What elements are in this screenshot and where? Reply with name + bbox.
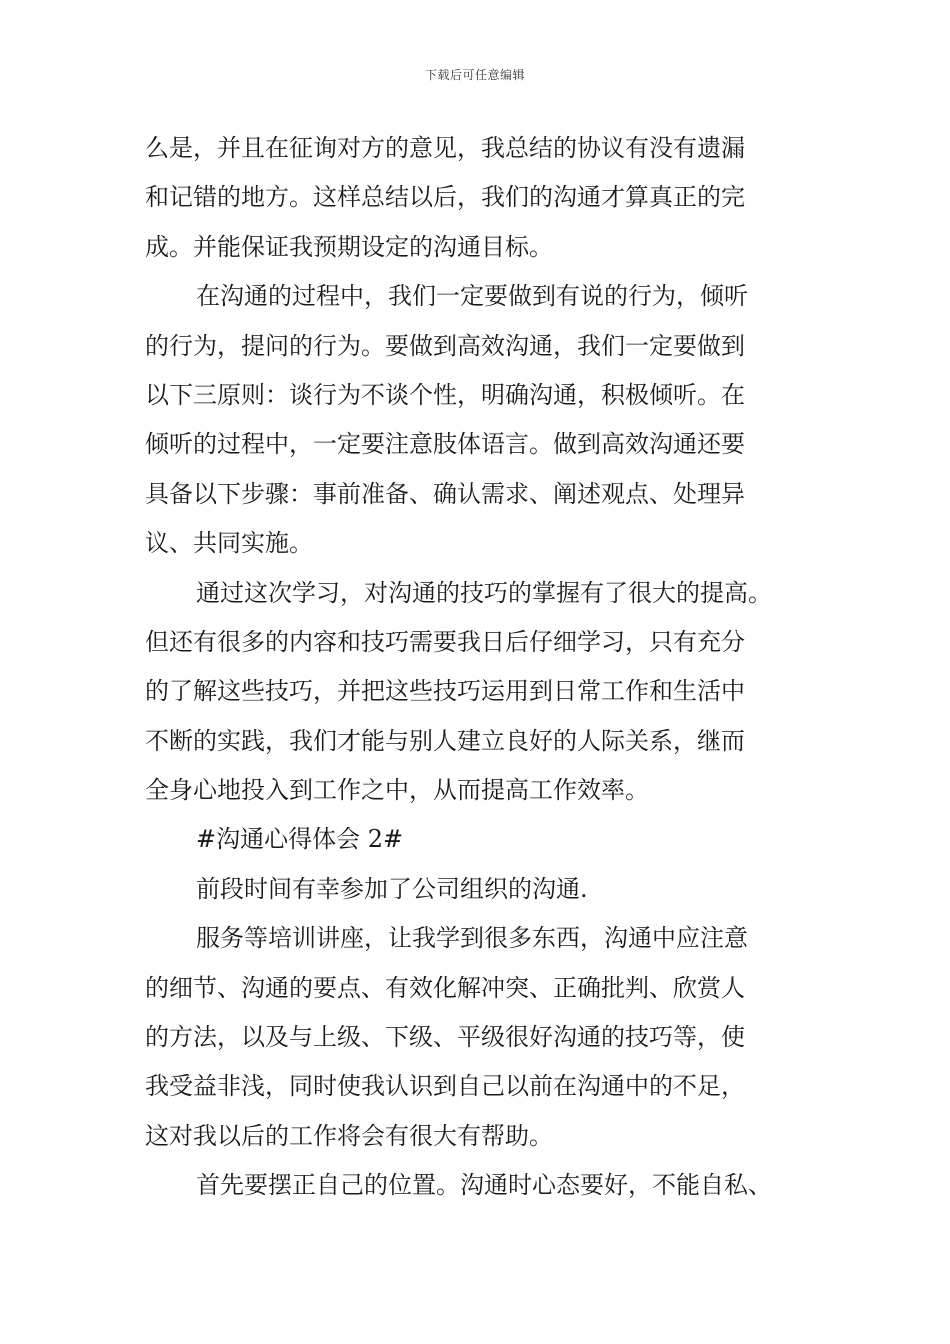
text-line: 首先要摆正自己的位置。沟通时心态要好，不能自私、 — [196, 1171, 772, 1200]
text-line: 全身心地投入到工作之中，从而提高工作效率。 — [145, 776, 649, 805]
text-line: 的行为，提问的行为。要做到高效沟通，我们一定要做到 — [145, 331, 745, 360]
text-line: 前段时间有幸参加了公司组织的沟通. — [196, 874, 588, 903]
text-line: 这对我以后的工作将会有很大有帮助。 — [145, 1121, 553, 1150]
paragraph — [145, 569, 835, 816]
text-line: 么是，并且在征询对方的意见，我总结的协议有没有遗漏 — [145, 134, 745, 162]
paragraph — [145, 815, 835, 864]
paragraph — [145, 914, 835, 1161]
paragraph — [145, 1161, 835, 1210]
text-line: 和记错的地方。这样总结以后，我们的沟通才算真正的完 — [145, 183, 745, 212]
text-line: 不断的实践，我们才能与别人建立良好的人际关系，继而 — [145, 726, 745, 755]
text-line: 在沟通的过程中，我们一定要做到有说的行为，倾听 — [196, 282, 748, 311]
text-line: 议、共同实施。 — [145, 529, 313, 558]
paragraph — [145, 865, 835, 914]
text-line: 以下三原则：谈行为不谈个性，明确沟通，积极倾听。在 — [145, 380, 745, 409]
text-line: 倾听的过程中，一定要注意肢体语言。做到高效沟通还要 — [145, 430, 745, 459]
text-line: #沟通心得体会 2# — [196, 825, 404, 854]
document-body — [145, 124, 835, 1211]
text-line: 我受益非浅，同时使我认识到自己以前在沟通中的不足， — [145, 1072, 745, 1101]
text-line: 的了解这些技巧，并把这些技巧运用到日常工作和生活中 — [145, 677, 745, 706]
text-line: 服务等培训讲座，让我学到很多东西，沟通中应注意 — [196, 924, 748, 953]
text-line: 成。并能保证我预期设定的沟通目标。 — [145, 232, 553, 261]
text-line: 具备以下步骤：事前准备、确认需求、阐述观点、处理异 — [145, 479, 745, 508]
text-line: 通过这次学习，对沟通的技巧的掌握有了很大的提高。 — [196, 578, 772, 607]
text-line: 的细节、沟通的要点、有效化解冲突、正确批判、欣赏人 — [145, 973, 745, 1002]
paragraph — [145, 272, 835, 568]
paragraph — [145, 124, 835, 272]
page-header: 下载后可任意编辑 — [424, 68, 525, 82]
text-line: 但还有很多的内容和技巧需要我日后仔细学习，只有充分 — [145, 627, 745, 656]
text-line: 的方法，以及与上级、下级、平级很好沟通的技巧等，使 — [145, 1023, 745, 1052]
